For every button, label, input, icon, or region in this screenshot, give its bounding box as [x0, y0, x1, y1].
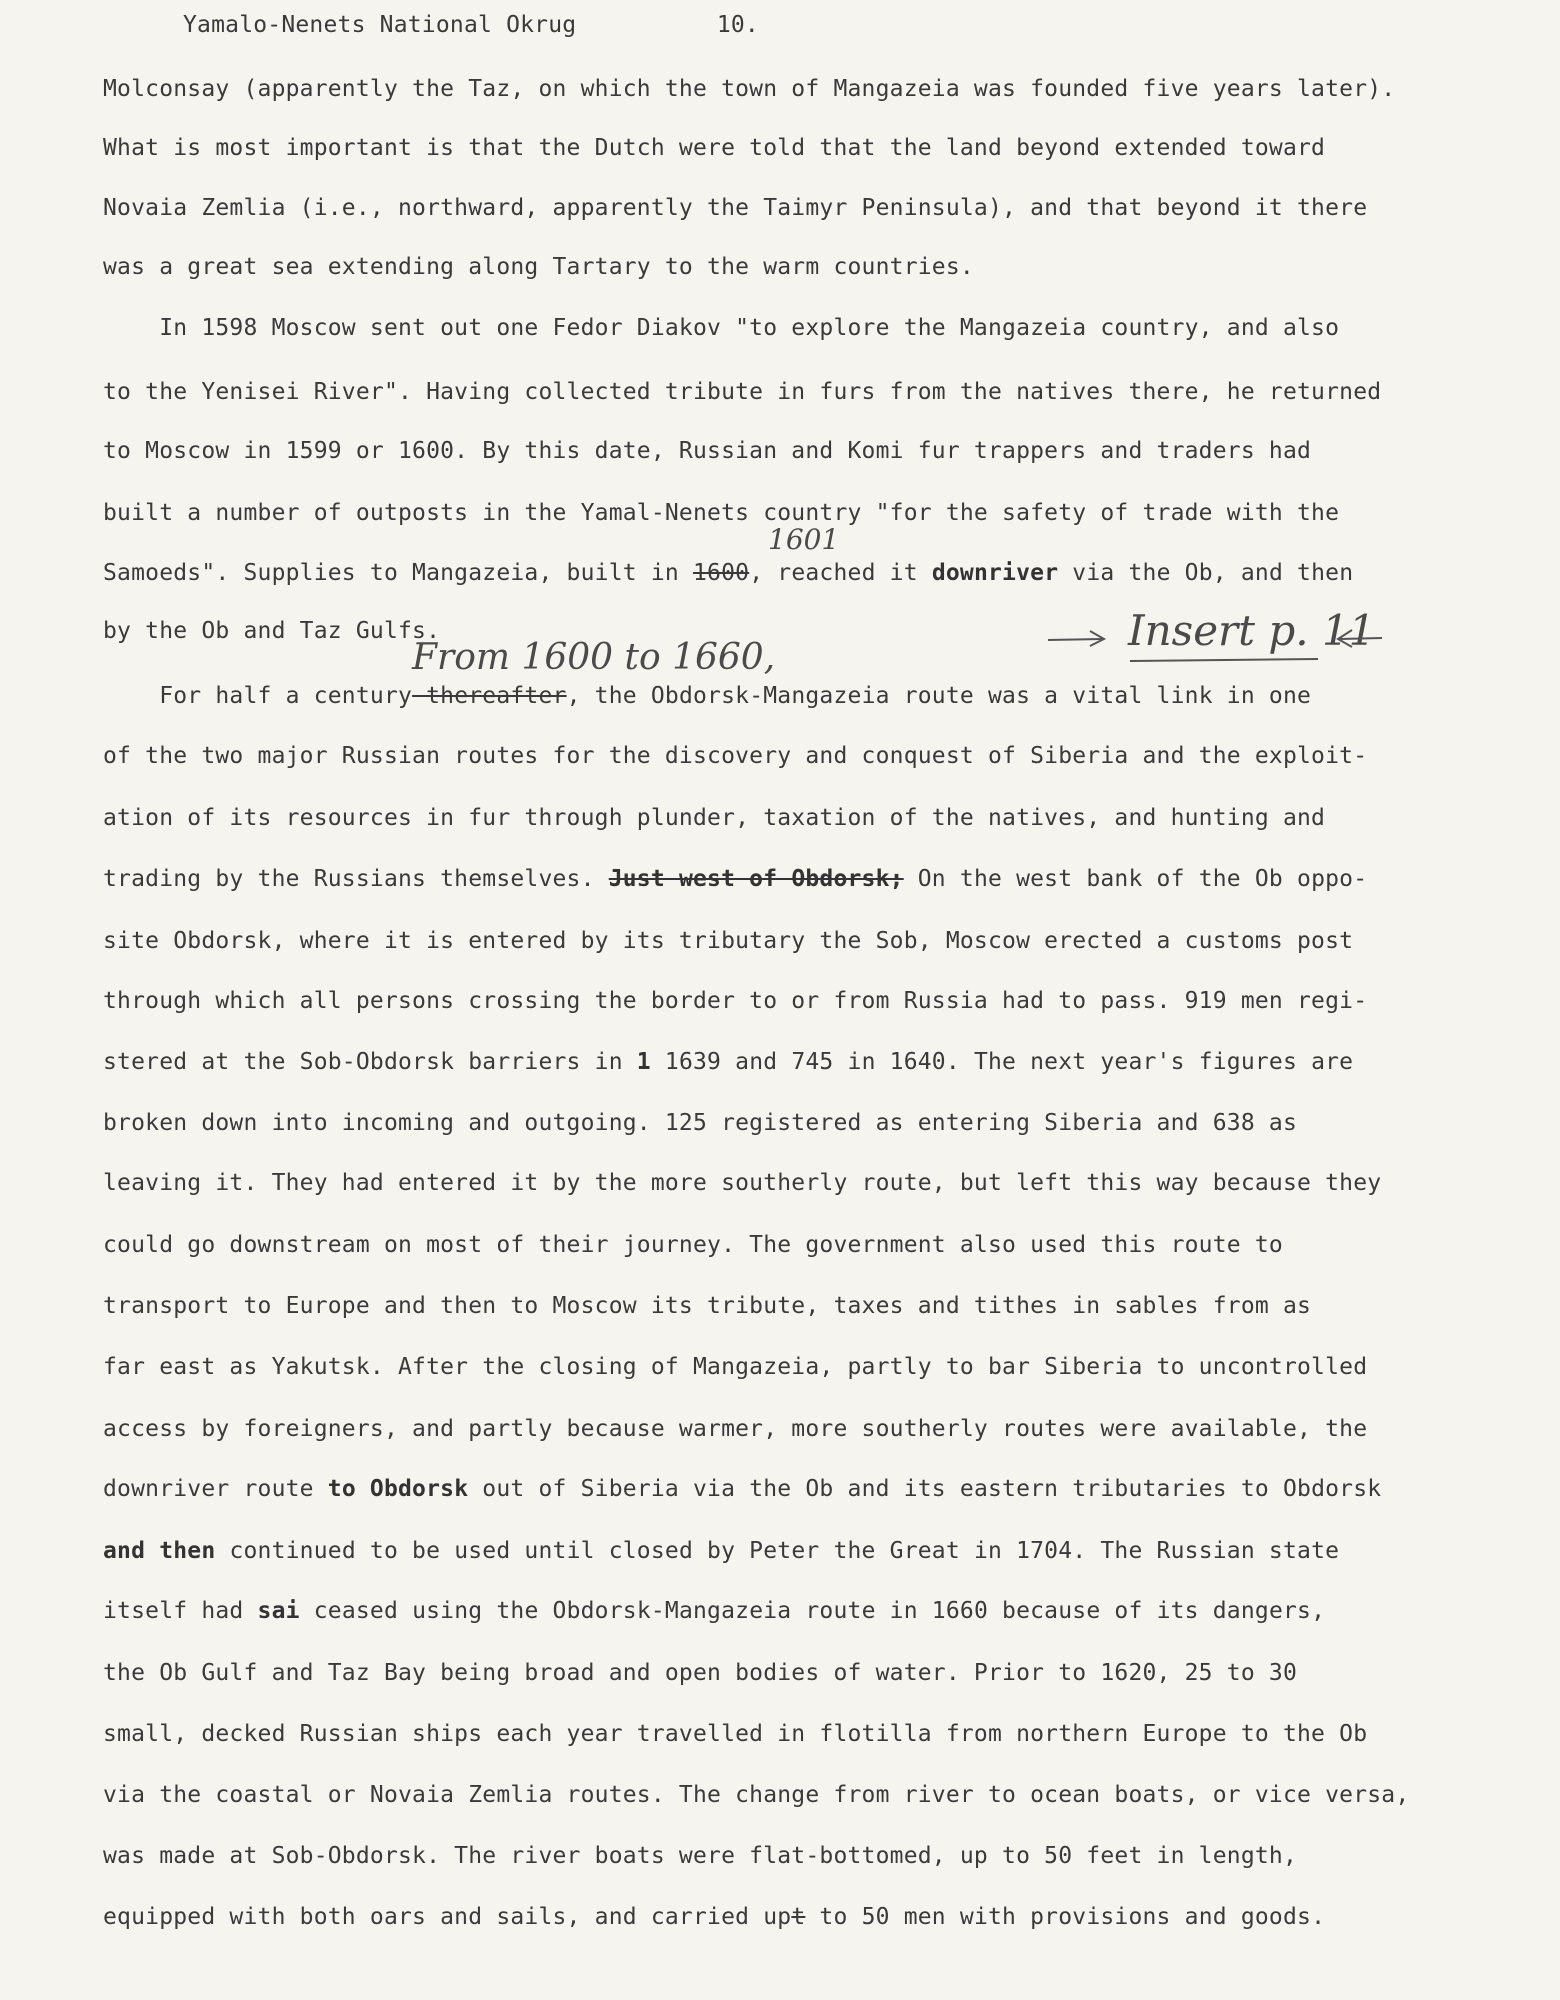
text-line: Molconsay (apparently the Taz, on which the town of Mangazeia was founded five years later).: [103, 76, 1396, 102]
text-line: could go downstream on most of their journey. The government also used this route to: [103, 1232, 1283, 1258]
text-line: small, decked Russian ships each year travelled in flotilla from northern Europe to the Ob: [103, 1721, 1368, 1747]
text-line: and then continued to be used until closed by Peter the Great in 1704. The Russian state: [103, 1538, 1340, 1564]
text-line: Novaia Zemlia (i.e., northward, apparently the Taimyr Peninsula), and that beyond it there: [103, 195, 1368, 221]
struck-char: t: [791, 1904, 806, 1930]
text-line: the Ob Gulf and Taz Bay being broad and open bodies of water. Prior to 1620, 25 to 30: [103, 1660, 1298, 1686]
xed-out-char: 1: [636, 1049, 651, 1075]
insert-arrows: [1040, 615, 1400, 665]
right-arrow-icon: [1048, 631, 1104, 646]
text-line: equipped with both oars and sails, and carried upt to 50 men with provisions and goods.: [103, 1904, 1326, 1930]
text-line: downriver route to Obdorsk out of Siberia via the Ob and its eastern tributaries to Obdorsk: [103, 1476, 1382, 1502]
xed-out-phrase: and then: [103, 1538, 216, 1564]
text-line: For half a century thereafter, the Obdorsk-Mangazeia route was a vital link in one: [103, 683, 1312, 709]
text-line: itself had sai ceased using the Obdorsk-Mangazeia route in 1660 because of its dangers,: [103, 1598, 1326, 1624]
handwritten-insert-note: Insert p. 11: [1128, 606, 1376, 655]
page-number: 10.: [716, 12, 759, 38]
text-line: built a number of outposts in the Yamal-Nenets country "for the safety of trade with the: [103, 500, 1340, 526]
handwritten-insert-phrase: From 1600 to 1660,: [412, 637, 776, 678]
text-line: access by foreigners, and partly because warmer, more southerly routes were available, the: [103, 1416, 1368, 1442]
text-line: was made at Sob-Obdorsk. The river boats were flat-bottomed, up to 50 feet in length,: [103, 1843, 1298, 1869]
insert-underline: [1130, 659, 1318, 661]
xed-out-word: downriver: [931, 560, 1059, 586]
text-line: far east as Yakutsk. After the closing of Mangazeia, partly to bar Siberia to uncontrolled: [103, 1354, 1368, 1380]
text-line: was a great sea extending along Tartary to the warm countries.: [103, 254, 974, 280]
text-line: transport to Europe and then to Moscow its tribute, taxes and tithes in sables from as: [103, 1293, 1312, 1319]
struck-year: 1600: [692, 560, 750, 586]
page-header: [183, 14, 759, 37]
text-line: ation of its resources in fur through plunder, taxation of the natives, and hunting and: [103, 805, 1326, 831]
text-line: leaving it. They had entered it by the more southerly route, but left this way because they: [103, 1170, 1382, 1196]
text-line: via the coastal or Novaia Zemlia routes. The change from river to ocean boats, or vice versa,: [103, 1782, 1410, 1808]
xed-out-phrase: Just west of Obdorsk;: [608, 866, 904, 892]
text-line: by the Ob and Taz Gulfs.: [103, 618, 441, 644]
text-line: trading by the Russians themselves. Just west of Obdorsk; On the west bank of the Ob oppo-: [103, 866, 1368, 892]
header-title: Yamalo-Nenets National Okrug: [183, 12, 577, 38]
text-line: What is most important is that the Dutch were told that the land beyond extended toward: [103, 135, 1326, 161]
text-line: to the Yenisei River". Having collected tribute in furs from the natives there, he returned: [103, 379, 1382, 405]
text-line: stered at the Sob-Obdorsk barriers in 1 1639 and 745 in 1640. The next year's figures are: [103, 1049, 1354, 1075]
text-line: of the two major Russian routes for the discovery and conquest of Siberia and the exploit-: [103, 743, 1368, 769]
xed-out-word: sai: [257, 1598, 300, 1624]
text-line: In 1598 Moscow sent out one Fedor Diakov "to explore the Mangazeia country, and also: [103, 315, 1340, 341]
left-arrow-icon: [1338, 630, 1382, 647]
handwritten-year-correction: 1601: [768, 523, 840, 556]
xed-out-phrase: to Obdorsk: [327, 1476, 469, 1502]
text-line: to Moscow in 1599 or 1600. By this date, Russian and Komi fur trappers and traders had: [103, 438, 1312, 464]
text-line: Samoeds". Supplies to Mangazeia, built in 1600, reached it downriver via the Ob, and then: [103, 560, 1354, 586]
text-line: site Obdorsk, where it is entered by its tributary the Sob, Moscow erected a customs post: [103, 928, 1354, 954]
text-line: broken down into incoming and outgoing. 125 registered as entering Siberia and 638 as: [103, 1110, 1298, 1136]
struck-word: thereafter: [412, 683, 567, 709]
text-line: through which all persons crossing the border to or from Russia had to pass. 919 men regi-: [103, 988, 1368, 1014]
